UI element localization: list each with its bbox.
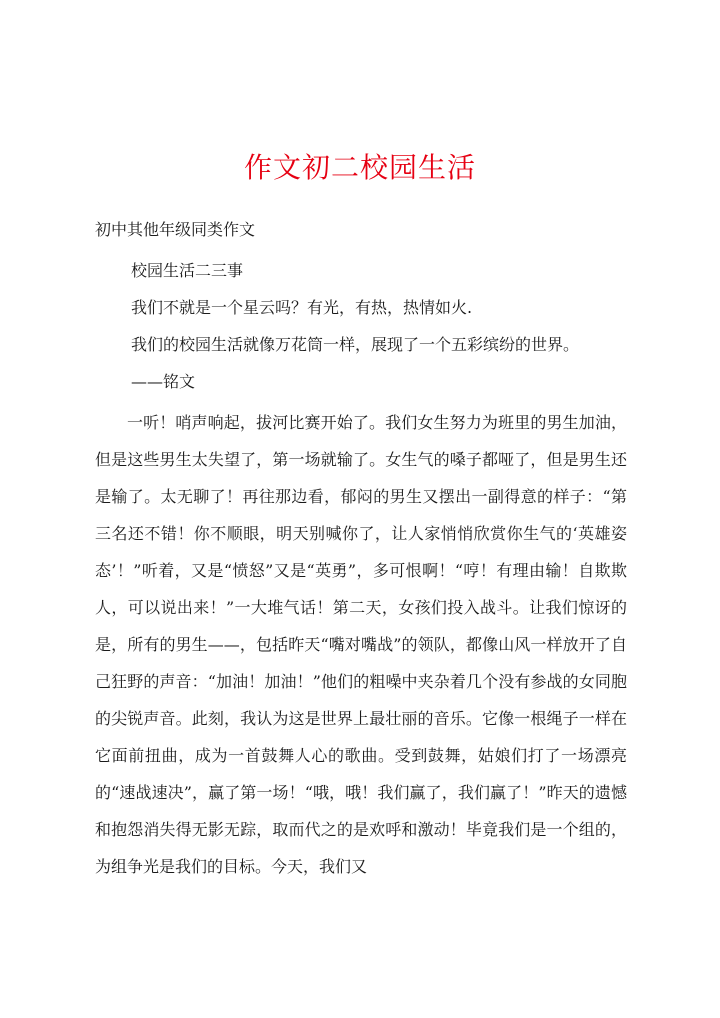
essay-heading: 校园生活二三事 xyxy=(131,261,244,280)
essay-body-paragraph: 一听！哨声响起，拔河比赛开始了。我们女生努力为班里的男生加油，但是这些男生太失望了，第一场就输了。女生气的嗓子都哑了，但是男生还是输了。太无聊了！再往那边看，郁闷的男生又摆出一副得意的样子：“第三名还不错！你不顺眼，明天别喊你了，让人家悄悄欣赏你生气的‘英雄姿态’！”听着，又是“愤怒”又是“英勇”，多可恨啊！“哼！有理由输！自欺欺人，可以说出来！”一大堆气话！第二天，女孩们投入战斗。让我们惊讶的是，所有的男生——，包括昨天“嘴对嘴战”的领队，都像山风一样放开了自己狂野的声音：“加油！加油！”他们的粗噪中夹杂着几个没有参战的女同胞的尖锐声音。此刻，我认为这是世界上最壮丽的音乐。它像一根绳子一样在它面前扭曲，成为一首鼓舞人心的歌曲。受到鼓舞，姑娘们打了一场漂亮的“速战速决”，赢了第一场！“哦，哦！我们赢了，我们赢了！”昨天的遗憾和抱怨消失得无影无踪，取而代之的是欢呼和激动！毕竟我们是一个组的，为组争光是我们的目标。今天，我们又 xyxy=(95,413,627,876)
epigraph-attribution: ——铭文 xyxy=(131,372,196,391)
epigraph-line-2: 我们的校园生活就像万花筒一样，展现了一个五彩缤纷的世界。 xyxy=(131,335,580,354)
epigraph-line-1: 我们不就是一个星云吗？有光，有热，热情如火. xyxy=(131,298,473,317)
document-title: 作文初二校园生活 xyxy=(243,151,476,184)
document-subtitle: 初中其他年级同类作文 xyxy=(95,220,256,239)
